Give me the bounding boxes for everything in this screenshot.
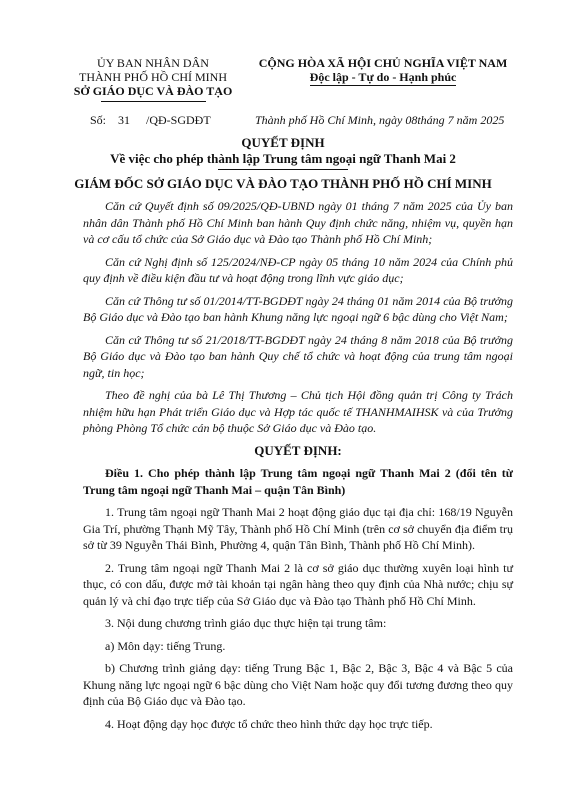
title-block [40,135,526,192]
document-number-line [90,113,520,127]
preamble-item: Căn cứ Thông tư số 01/2014/TT-BGDĐT ngày 24 tháng 01 năm 2014 của Bộ trưởng Bộ Giáo dục và Đào tạo ban hành Khung năng lực ngoại ngữ 6 bậc dùng cho Việt Nam; [83,293,513,324]
document-subject: Về việc cho phép thành lập Trung tâm ngoại ngữ Thanh Mai 2 [110,151,456,166]
national-motto: Độc lập - Tự do - Hạnh phúc [309,70,457,84]
number-label: Số: [90,113,107,127]
issuer-line-2: THÀNH PHỐ HỒ CHÍ MINH [79,70,227,84]
preamble-item: Theo đề nghị của bà Lê Thị Thương – Chủ tịch Hội đồng quản trị Công ty Trách nhiệm hữu hạn Phát triển Giáo dục và Hợp tác quốc tế THANHMAIHSK và của Trưởng phòng Phòng Tổ chức cán bộ thuộc Sở Giáo dục và Đào tạo. [83,388,513,435]
preamble-item: Căn cứ Thông tư số 21/2018/TT-BGDĐT ngày 24 tháng 8 năm 2018 của Bộ trưởng Bộ Giáo dục và Đào tạo ban hành Quy chế tổ chức và hoạt động của trung tâm ngoại ngữ, tin học; [83,332,513,380]
document-body [83,198,513,738]
article-1-item: b) Chương trình giảng dạy: tiếng Trung Bậc 1, Bậc 2, Bậc 3, Bậc 4 và Bậc 5 của Khung năng lực ngoại ngữ 6 bậc dùng cho Việt Nam hoặc quy đổi tương đương theo quy định của Bộ Giáo dục và Đào tạo. [83,661,513,708]
preamble-item: Căn cứ Quyết định số 09/2025/QĐ-UBND ngày 01 tháng 7 năm 2025 của Ủy ban nhân dân Thành phố Hồ Chí Minh ban hành Quy định chức năng, nhiệm vụ, quyền hạn và cơ cấu tổ chức của Sở Giáo dục và Đào tạo Thành phố Hồ Chí Minh; [83,199,513,246]
national-header [258,56,508,86]
issuer-underline [101,101,206,102]
issuer-header [58,56,248,102]
number-suffix: /QĐ-SGDĐT [146,113,211,127]
article-1-item: 3. Nội dung chương trình giáo dục thực hiện tại trung tâm: [105,616,387,630]
issuer-line-1: ỦY BAN NHÂN DÂN [97,56,209,70]
article-1-item: 4. Hoạt động dạy học được tổ chức theo hình thức dạy học trực tiếp. [105,716,433,731]
subject-underline [218,169,348,170]
article-1-item: a) Môn dạy: tiếng Trung. [105,638,226,653]
issuing-authority: GIÁM ĐỐC SỞ GIÁO DỤC VÀ ĐÀO TẠO THÀNH PHỐ HỒ CHÍ MINH [74,176,492,191]
article-1-item: 2. Trung tâm ngoại ngữ Thanh Mai 2 là cơ sở giáo dục thường xuyên loại hình tư thục, có con dấu, được mở tài khoản tại ngân hàng theo quy định của Nhà nước; chịu sự quản lý và chỉ đạo trực tiếp của Sở Giáo dục và Đào tạo Thành phố Hồ Chí Minh. [83,560,513,608]
number-value: 31 [118,113,130,127]
decision-heading: QUYẾT ĐỊNH: [254,442,342,458]
document-date: Thành phố Hồ Chí Minh, ngày 08tháng 7 năm 2025 [255,113,505,127]
document-title: QUYẾT ĐỊNH [241,135,325,150]
issuer-line-3: SỞ GIÁO DỤC VÀ ĐÀO TẠO [73,84,233,98]
national-title: CỘNG HÒA XÃ HỘI CHỦ NGHĨA VIỆT NAM [258,56,508,70]
article-1-item: 1. Trung tâm ngoại ngữ Thanh Mai 2 hoạt động giáo dục tại địa chỉ: 168/19 Nguyễn Gia Trí, phường Thạnh Mỹ Tây, Thành phố Hồ Chí Minh (trên cơ sở chuyển địa điểm trụ sở từ 39 Nguyễn Thái Bình, Phường 4, quận Tân Bình, Thành phố Hồ Chí Minh). [83,505,513,552]
article-1-title: Điều 1. Cho phép thành lập Trung tâm ngoại ngữ Thanh Mai 2 (đổi tên từ Trung tâm ngoại ngữ Thanh Mai – quận Tân Bình) [83,466,513,497]
preamble-item: Căn cứ Nghị định số 125/2024/NĐ-CP ngày 05 tháng 10 năm 2024 của Chính phủ quy định về điều kiện đầu tư và hoạt động trong lĩnh vực giáo dục; [83,254,513,285]
